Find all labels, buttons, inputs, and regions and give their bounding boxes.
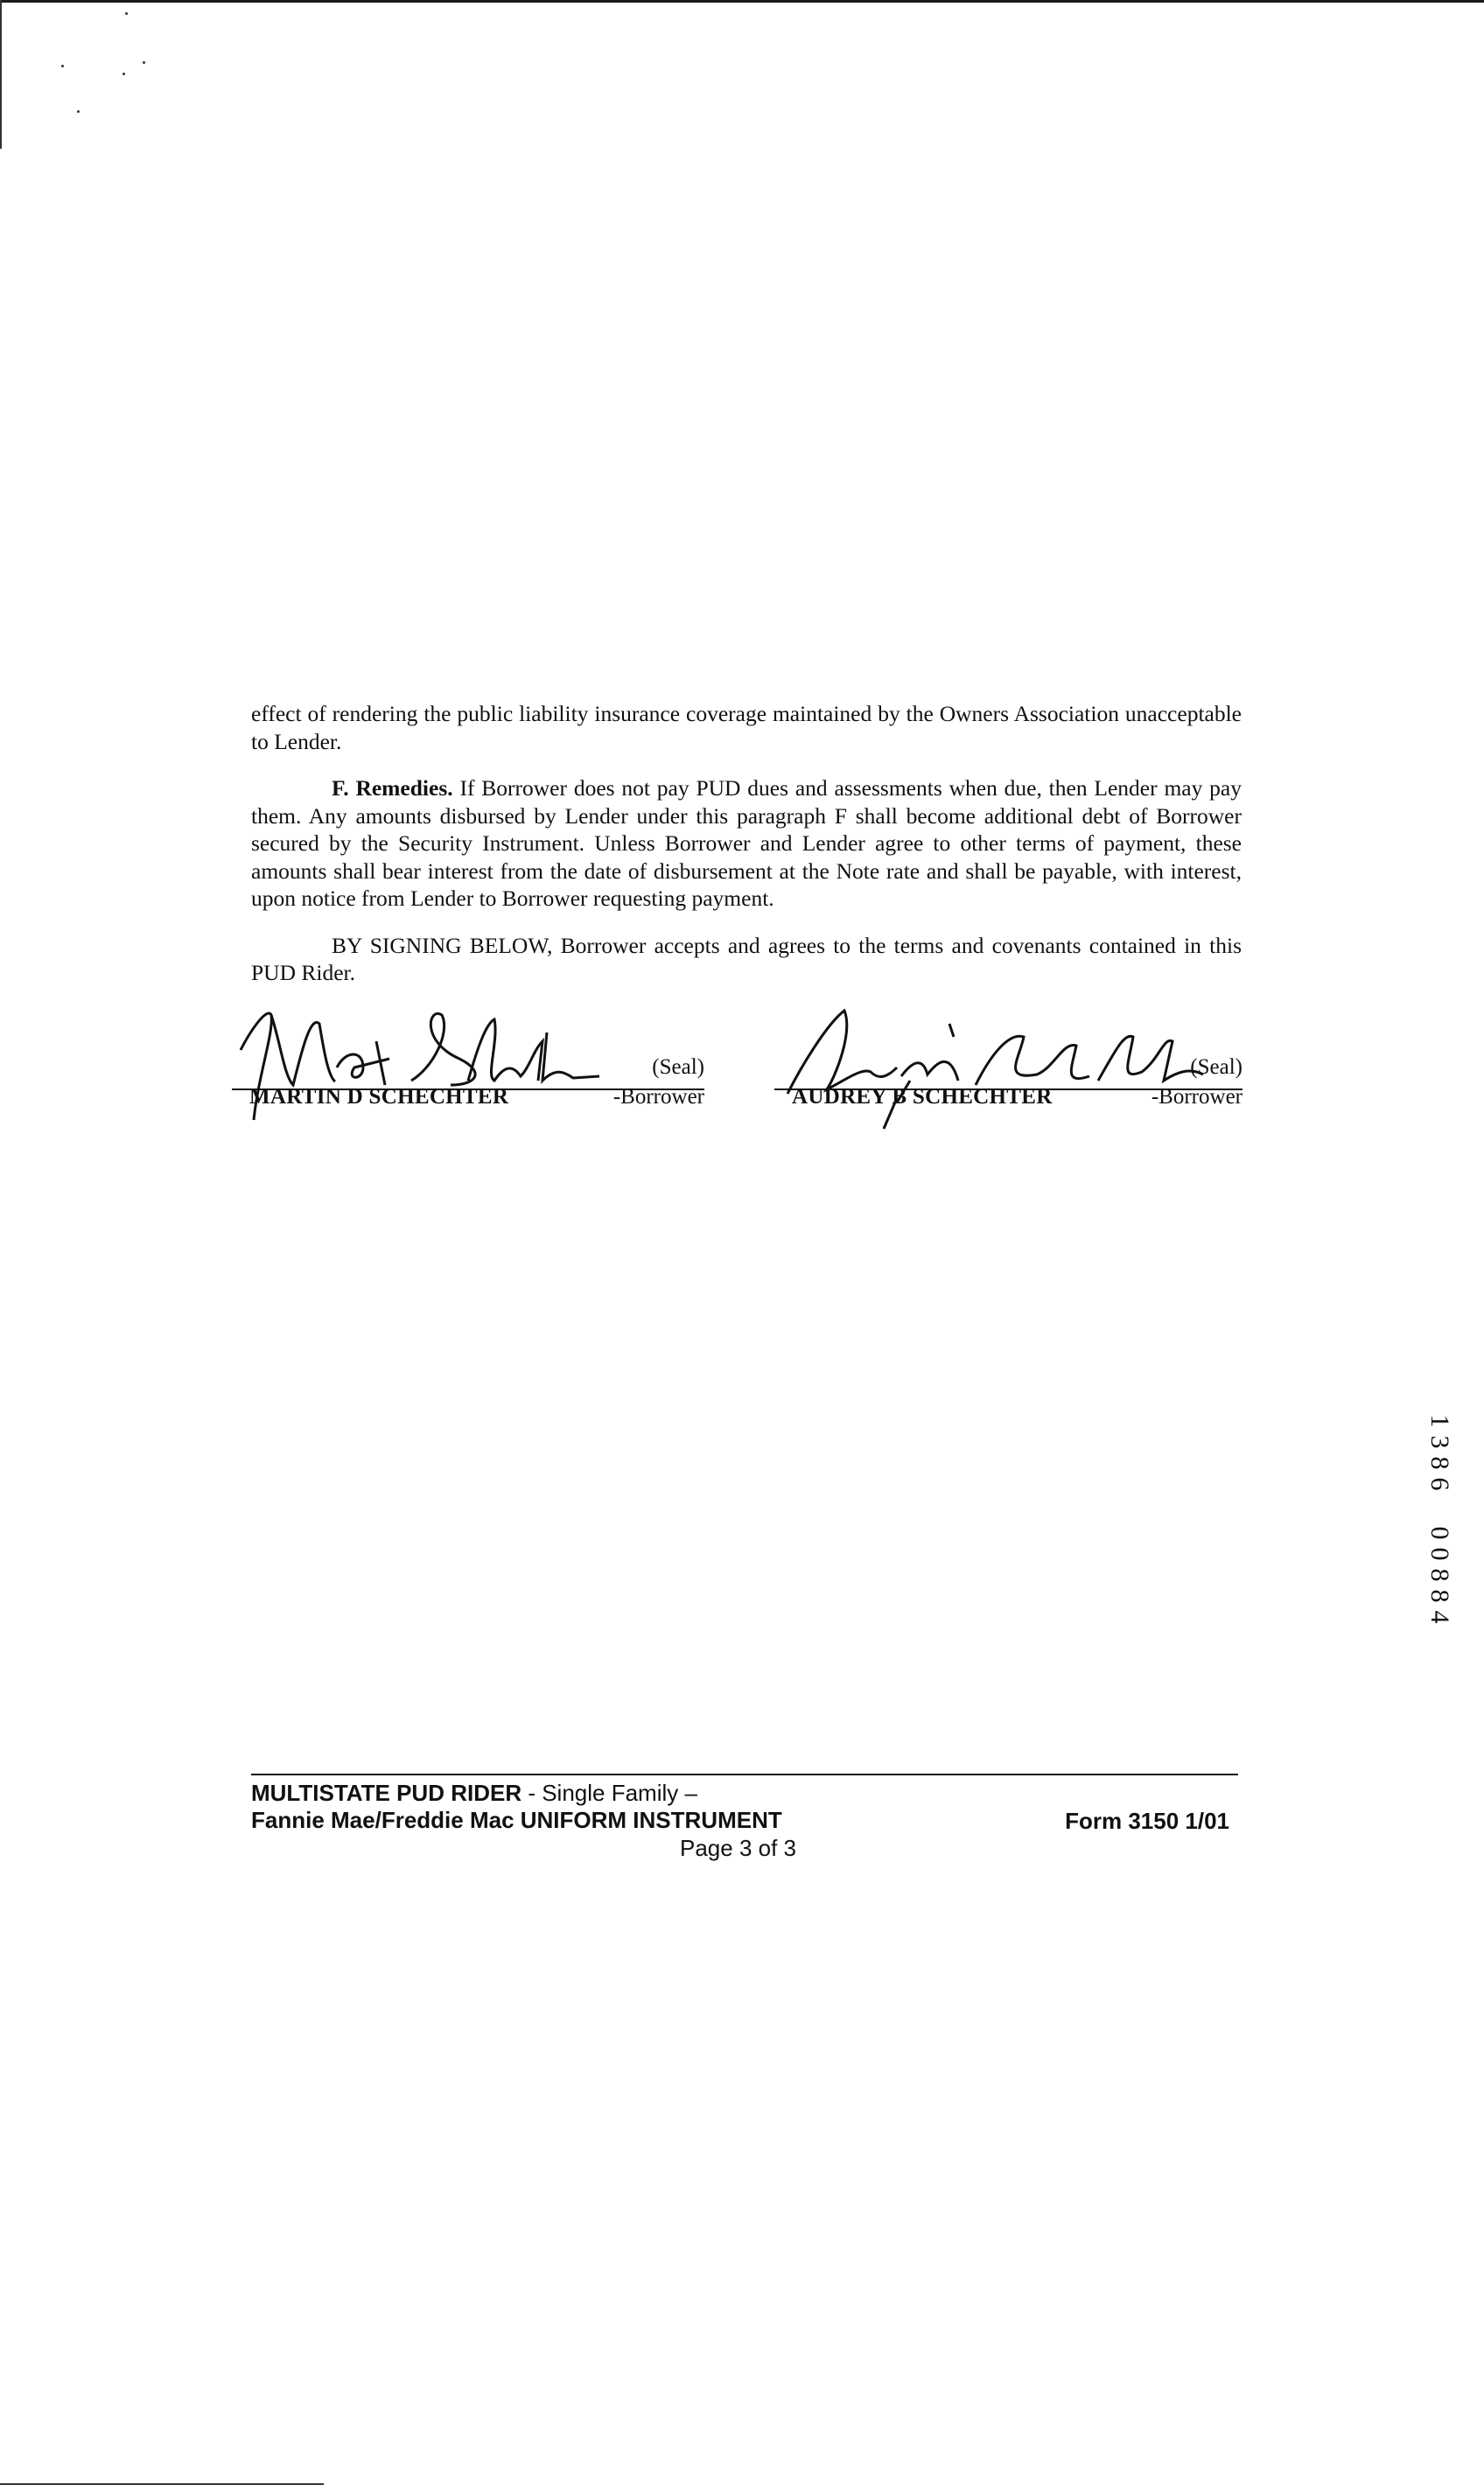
signature-block-audrey <box>774 998 1242 1120</box>
footer-line1 <box>251 1780 1238 1807</box>
form-number: Form 3150 1/01 <box>1065 1808 1229 1834</box>
stamp-digit: 3 <box>1425 1435 1454 1449</box>
page-number: Page 3 of 3 <box>680 1835 796 1861</box>
seal-label: (Seal) <box>1190 1055 1242 1079</box>
scan-edge-bottom <box>0 2483 324 2485</box>
stamp-digit: 1 <box>1425 1414 1454 1428</box>
stamp-digit: 0 <box>1425 1526 1454 1540</box>
rider-body <box>251 700 1242 1006</box>
borrower-role: -Borrower <box>612 1085 704 1109</box>
stamp-digit: 8 <box>1425 1589 1454 1603</box>
scan-speck <box>77 110 80 113</box>
remedies-text: If Borrower does not pay PUD dues and assessments when due, then Lender may pay them. Any amounts disbursed by Lender under this paragraph F shall become additional debt of Borrower secured by the Security Instrument. Unless Borrower and Lender agree to other terms of payment, these amounts shall bear interest from the date of disbursement at the Note rate and shall be payable, with interest, upon notice from Lender to Borrower requesting payment. <box>251 775 1242 911</box>
remedies-heading: F. Remedies. <box>332 775 453 801</box>
footer-rule <box>251 1774 1238 1775</box>
scan-edge-top <box>0 0 1484 3</box>
stamp-digit: 6 <box>1425 1477 1454 1491</box>
seal-label: (Seal) <box>652 1055 704 1079</box>
form-footer <box>251 1780 1238 1861</box>
signature-block-martin <box>232 998 704 1120</box>
footer-subtitle: - Single Family – <box>522 1780 697 1806</box>
stamp-digit: 8 <box>1425 1456 1454 1470</box>
scan-speck <box>61 65 64 67</box>
paragraph-signing: BY SIGNING BELOW, Borrower accepts and agrees to the terms and covenants contained in this PUD Rider. <box>251 932 1242 985</box>
stamp-digit: 8 <box>1425 1568 1454 1582</box>
borrower-role: -Borrower <box>1151 1085 1242 1109</box>
borrower-name: AUDREY B SCHECHTER <box>792 1085 1053 1109</box>
recording-stamp-number <box>1422 1410 1457 1628</box>
footer-title: MULTISTATE PUD RIDER <box>251 1780 522 1806</box>
stamp-digit: 0 <box>1425 1547 1454 1561</box>
paragraph-remedies <box>251 774 1242 913</box>
scan-speck <box>125 12 128 15</box>
borrower-name: MARTIN D SCHECHTER <box>249 1085 509 1109</box>
scan-edge-left <box>0 0 2 149</box>
stamp-digit: 4 <box>1425 1610 1454 1624</box>
paragraph-insurance: effect of rendering the public liability insurance coverage maintained by the Owners Association unacceptable to Lender. <box>251 701 1242 754</box>
scan-speck <box>143 61 145 64</box>
footer-instrument: Fannie Mae/Freddie Mac UNIFORM INSTRUMENT <box>251 1807 782 1833</box>
scan-speck <box>122 73 125 75</box>
